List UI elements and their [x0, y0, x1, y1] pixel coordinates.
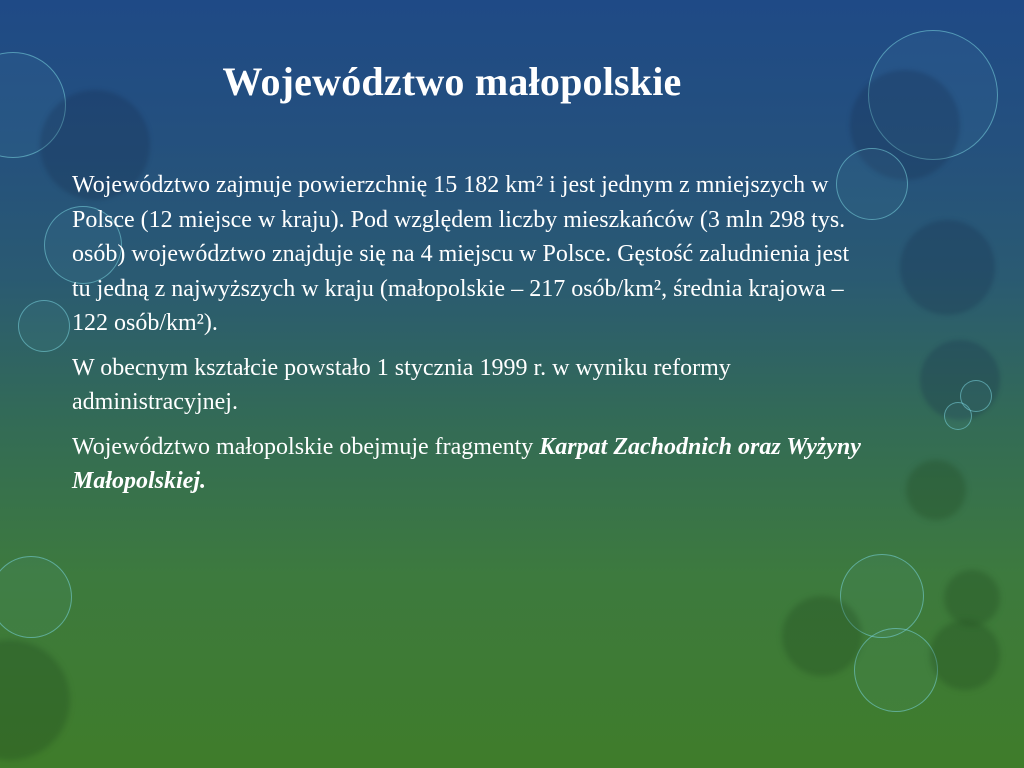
- paragraph-text: Województwo małopolskie obejmuje fragmenty: [72, 433, 540, 460]
- slide-body: [72, 168, 862, 509]
- slide-title: Województwo małopolskie: [222, 59, 682, 104]
- paragraph-geography: [72, 430, 862, 499]
- bubble-decoration: [960, 380, 992, 412]
- bubble-decoration: [782, 596, 862, 676]
- emphasized-regions: Karpat Zachodnich oraz Wyżyny Małopolskiej.: [72, 433, 861, 494]
- paragraph-history: [72, 351, 862, 420]
- bubble-decoration: [18, 300, 70, 352]
- bubble-decoration: [840, 554, 924, 638]
- bubble-decoration: [920, 340, 1000, 420]
- paragraph-area-population: [72, 168, 862, 341]
- bubble-decoration: [900, 220, 995, 315]
- bubble-decoration: [930, 620, 1000, 690]
- paragraph-text: W obecnym kształcie powstało 1 stycznia 1999 r. w wyniku reformy administracyjnej.: [72, 354, 731, 415]
- bubble-decoration: [0, 640, 70, 760]
- bubble-decoration: [906, 460, 966, 520]
- bubble-decoration: [944, 570, 1000, 626]
- bubble-decoration: [854, 628, 938, 712]
- bubble-decoration: [0, 556, 72, 638]
- bubble-decoration: [944, 402, 972, 430]
- paragraph-text: Województwo zajmuje powierzchnię 15 182 km² i jest jednym z mniejszych w Polsce (12 miejsce w kraju). Pod względem liczby mieszkańców (3 mln 298 tys. osób) województwo znajduje się na 4 miejscu w Polsce. Gęstość zaludnienia jest tu jedną z najwyższych w kraju (małopolskie – 217 osób/km², średnia krajowa – 122 osób/km²).: [72, 172, 850, 336]
